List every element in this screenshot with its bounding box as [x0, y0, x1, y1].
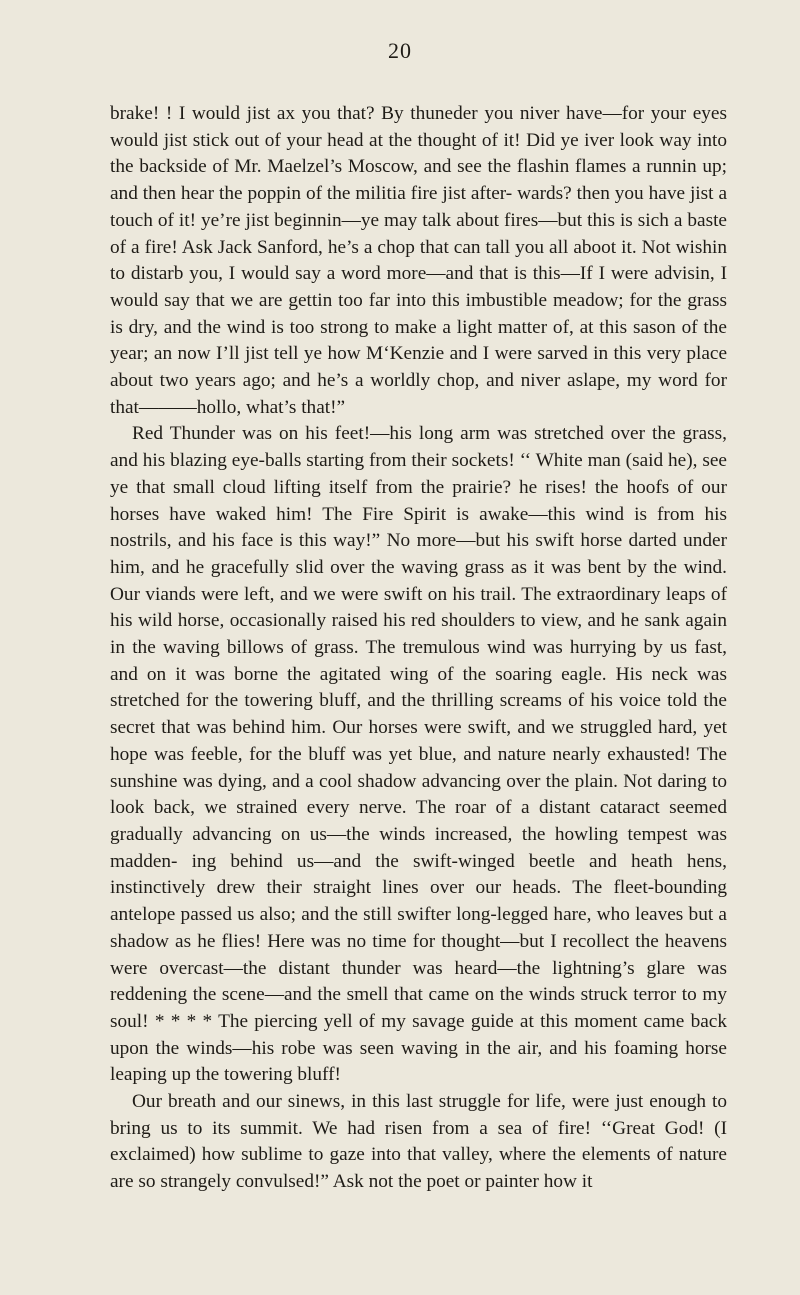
body-text	[110, 101, 727, 1196]
paragraph-2: Red Thunder was on his feet!—his long arm was stretched over the grass, and his blazing eye-balls starting from their sockets! ‘‘ White man (said he), see ye that small cloud lifting itself from the prairie? he rises! the hoofs of our horses have waked him! The Fire Spirit is awake—this wind is from his nostrils, and his face is this way!” No more—but his swift horse darted under him, and he gracefully slid over the waving grass as it was bent by the wind. Our viands were left, and we were swift on his trail. The extraordinary leaps of his wild horse, occasionally raised his red shoulders to view, and he sank again in the waving billows of grass. The tremulous wind was hurrying by us fast, and on it was borne the agitated wing of the soaring eagle. His neck was stretched for the towering bluff, and the thrilling screams of his voice told the secret that was behind him. Our horses were swift, and we struggled hard, yet hope was feeble, for the bluff was yet blue, and nature nearly exhausted! The sunshine was dying, and a cool shadow advancing over the plain. Not daring to look back, we strained every nerve. The roar of a distant cataract seemed gradually advancing on us—the winds increased, the howling tempest was madden- ing behind us—and the swift-winged beetle and heath hens, instinctively drew their straight lines over our heads. The fleet-bounding antelope passed us also; and the still swifter long-legged hare, who leaves but a shadow as he flies! Here was no time for thought—but I recollect the heavens were overcast—the distant thunder was heard—the lightning’s glare was reddening the scene—and the smell that came on the winds struck terror to my soul! * * * * The piercing yell of my savage guide at this moment came back upon the winds—his robe was seen waving in the air, and his foaming horse leaping up the towering bluff!	[110, 423, 727, 1086]
paragraph-3: Our breath and our sinews, in this last struggle for life, were just enough to bring us to its summit. We had risen from a sea of fire! ‘‘Great God! (I exclaimed) how sublime to gaze into that valley, where the elements of nature are so strangely convulsed!” Ask not the poet or painter how it	[110, 1091, 727, 1193]
page-number: 20	[388, 38, 412, 63]
paragraph-1: brake! ! I would jist ax you that? By thuneder you niver have—for your eyes would jist stick out of your head at the thought of it! Did ye iver look way into the backside of Mr. Maelzel’s Moscow, and see the flashin flames a runnin up; and then hear the poppin of the militia fire jist after- wards? then you have jist a touch of it! ye’re jist beginnin—ye may talk about fires—but this is sich a baste of a fire! Ask Jack Sanford, he’s a chop that can tall you all aboot it. Not wishin to distarb you, I would say a word more—and that is this—If I were advisin, I would say that we are gettin too far into this imbustible meadow; for the grass is dry, and the wind is too strong to make a light matter of, at this sason of the year; an now I’ll jist tell ye how M‘Kenzie and I were sarved in this very place about two years ago; and he’s a worldly chop, and niver aslape, my word for that———hollo, what’s that!”	[110, 103, 727, 418]
